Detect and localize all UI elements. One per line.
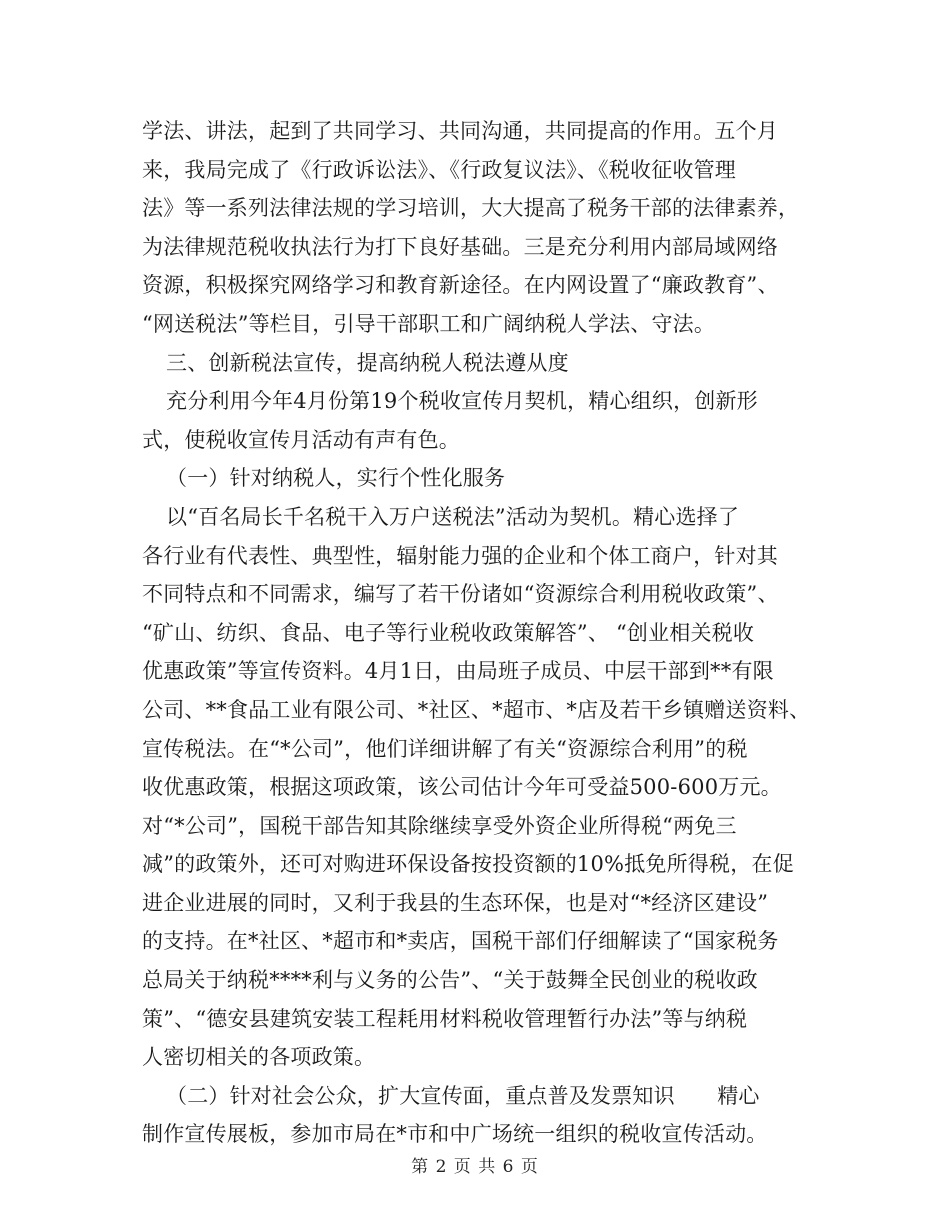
text-line: 来，我局完成了《行政诉讼法》、《行政复议法》、《税收征收管理 xyxy=(142,157,736,182)
text-line: 以“百名局长千名税干入万户送税法”活动为契机。精心选择了 xyxy=(166,504,740,529)
section-heading: 三、创新税法宣传，提高纳税人税法遵从度 xyxy=(166,350,569,375)
text-line: 对“*公司”，国税干部告知其除继续享受外资企业所得税“两免三 xyxy=(142,813,737,838)
text-line: 减”的政策外，还可对购进环保设备按投资额的10%抵免所得税，在促 xyxy=(142,852,794,877)
text-line: 收优惠政策，根据这项政策，该公司估计今年可受益500-600万元。 xyxy=(142,775,782,800)
text-line: “网送税法”等栏目，引导干部职工和广阔纳税人学法、守法。 xyxy=(142,311,716,336)
subsection-heading: （一）针对纳税人，实行个性化服务 xyxy=(166,466,506,491)
text-line: 优惠政策”等宣传资料。4月1日，由局班子成员、中层干部到**有限 xyxy=(142,659,774,684)
text-line: 充分利用今年4月份第19个税收宣传月契机，精心组织，创新形 xyxy=(166,389,758,414)
text-line: 总局关于纳税****利与义务的公告”、“关于鼓舞全民创业的税收政 xyxy=(142,968,758,993)
text-line: 进企业进展的同时，又利于我县的生态环保，也是对“*经济区建设” xyxy=(142,890,769,915)
text-line: “矿山、纺织、食品、电子等行业税收政策解答”、 “创业相关税收 xyxy=(142,620,755,645)
text-line: 式，使税收宣传月活动有声有色。 xyxy=(142,427,460,452)
text-line: 各行业有代表性、典型性，辐射能力强的企业和个体工商户，针对其 xyxy=(142,543,778,568)
text-line: 为法律规范税收执法行为打下良好基础。三是充分利用内部局域网络 xyxy=(142,234,778,259)
text-line: 公司、**食品工业有限公司、*社区、*超市、*店及若干乡镇赠送资料、 xyxy=(142,697,811,722)
text-line: 资源，积极探究网络学习和教育新途径。在内网设置了“廉政教育”、 xyxy=(142,273,779,298)
text-line: 宣传税法。在“*公司”，他们详细讲解了有关“资源综合利用”的税 xyxy=(142,736,748,761)
text-line: 制作宣传展板，参加市局在*市和中广场统一组织的税收宣传活动。 xyxy=(142,1122,768,1147)
subsection-heading: （二）针对社会公众，扩大宣传面，重点普及发票知识 精心 xyxy=(166,1083,760,1108)
text-line: 的支持。在*社区、*超市和*卖店，国税干部们仔细解读了“国家税务 xyxy=(142,929,779,954)
text-line: 学法、讲法，起到了共同学习、共同沟通，共同提高的作用。五个月 xyxy=(142,119,778,143)
text-line: 法》等一系列法律法规的学习培训，大大提高了税务干部的法律素养， xyxy=(142,196,800,221)
text-line: 不同特点和不同需求，编写了若干份诸如“资源综合利用税收政策”、 xyxy=(142,582,779,607)
text-line: 策”、“德安县建筑安装工程耗用材料税收管理暂行办法”等与纳税 xyxy=(142,1006,748,1031)
text-line: 人密切相关的各项政策。 xyxy=(142,1045,376,1070)
document-body xyxy=(142,112,814,1154)
page-number-footer: 第 2 页 共 6 页 xyxy=(411,1157,539,1177)
